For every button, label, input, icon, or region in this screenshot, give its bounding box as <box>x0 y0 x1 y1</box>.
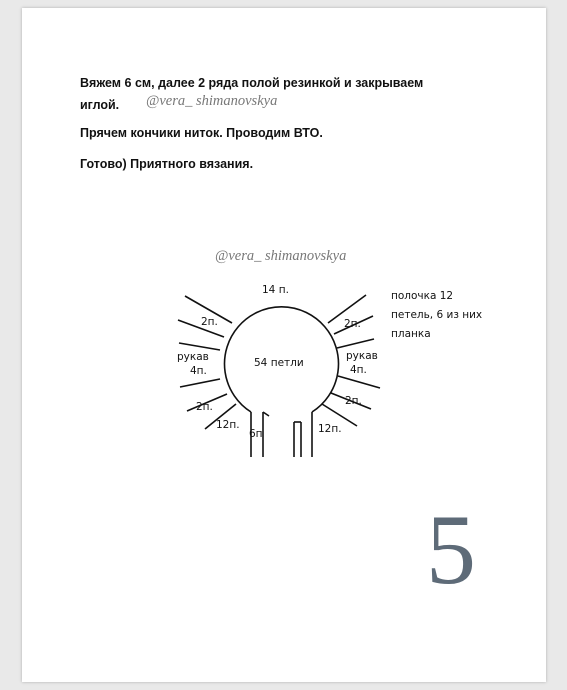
label-right-sleeve-1: рукав <box>346 350 378 362</box>
line-w-1 <box>179 343 220 350</box>
label-front-left: 12п. <box>216 419 240 431</box>
label-top: 14 п. <box>262 284 289 296</box>
label-left-sleeve-1: рукав <box>177 351 209 363</box>
label-center: 54 петли <box>254 357 304 369</box>
watermark-top: @vera_ shimanovskya <box>146 93 278 109</box>
label-placket: 6п <box>249 428 263 440</box>
label-left-bottom: 2п. <box>196 401 213 413</box>
side-note <box>391 287 501 344</box>
watermark-diagram: @vera_ shimanovskya <box>215 248 347 264</box>
label-right-sleeve-2: 4п. <box>350 364 367 376</box>
instruction-paragraph-2: Прячем кончики ниток. Проводим ВТО. <box>80 126 323 140</box>
label-right-top: 2п. <box>344 318 361 330</box>
document-page <box>22 8 546 682</box>
label-front-right: 12п. <box>318 423 342 435</box>
side-note-line-3: планка <box>391 328 431 340</box>
instruction-paragraph-3: Готово) Приятного вязания. <box>80 157 254 171</box>
line-e-1 <box>337 339 374 348</box>
instruction-line-1b: иглой. <box>80 98 120 112</box>
label-left-sleeve-2: 4п. <box>190 365 207 377</box>
placket-left-top <box>263 412 269 416</box>
line-sw-1 <box>180 379 220 387</box>
side-note-line-2: петель, 6 из них <box>391 309 483 321</box>
instruction-line-1: Вяжем 6 см, далее 2 ряда полой резинкой и закрываем <box>80 76 424 90</box>
page-number: 5 <box>426 494 476 605</box>
line-se-1 <box>338 376 380 388</box>
side-note-line-1: полочка 12 <box>391 290 454 302</box>
label-left-top: 2п. <box>201 316 218 328</box>
label-right-bottom: 2п. <box>345 395 362 407</box>
